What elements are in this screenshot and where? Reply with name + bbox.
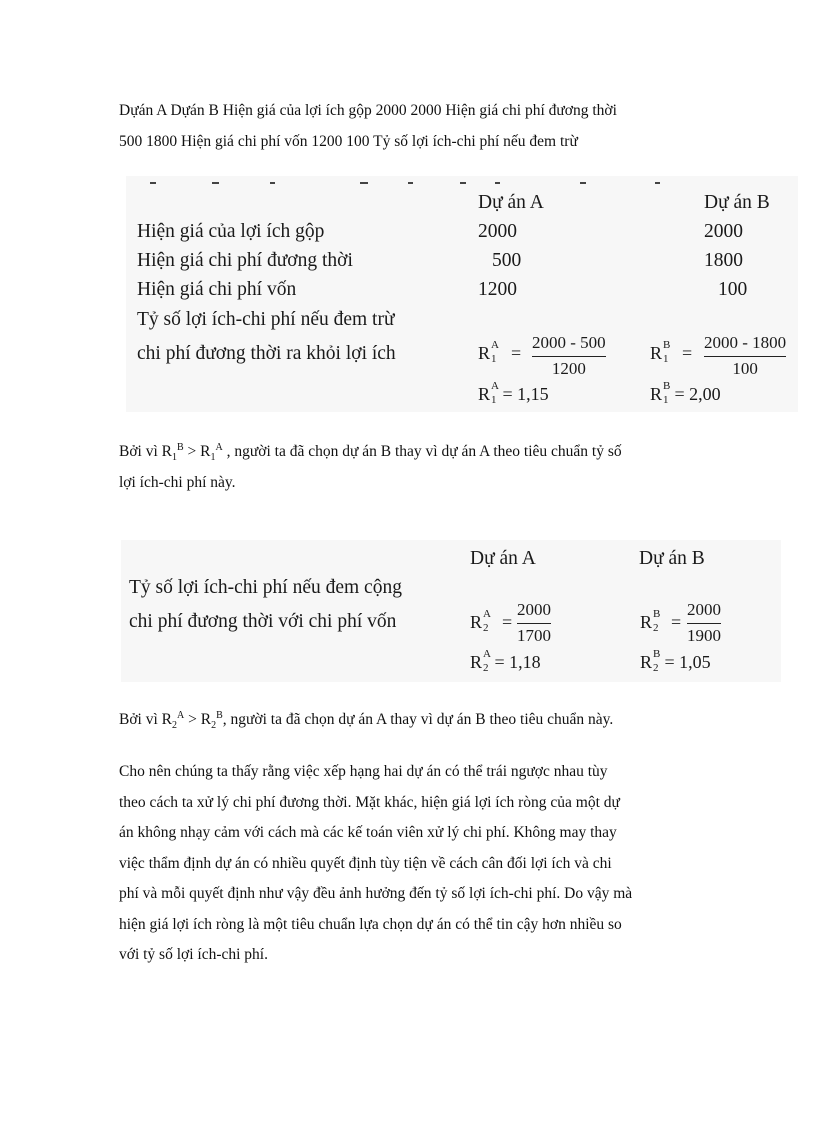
superscript: A	[177, 709, 185, 721]
r-letter: R	[650, 384, 663, 404]
text-tail: , người ta đã chọn dự án B thay vì dự án A theo tiêu chuẩn tỷ số	[222, 443, 622, 460]
row-value-b-gross-benefit: 2000	[704, 221, 743, 242]
text-tail: , người ta đã chọn dự án A thay vì dự án B theo tiêu chuẩn này.	[222, 711, 614, 728]
r-subscript: 1	[491, 353, 497, 365]
r-subscript: 1	[491, 394, 497, 406]
r-subscript: 2	[653, 622, 659, 634]
summary-line: hiện giá lợi ích ròng là một tiêu chuẩn lựa chọn dự án có thể tin cậy hơn nhiều so	[119, 915, 622, 933]
r1-b-symbol	[650, 339, 671, 365]
col-header-project-a: Dự án A	[478, 192, 544, 213]
superscript: A	[215, 441, 223, 453]
fraction-bar	[517, 623, 551, 624]
ratio-table-figure-2	[121, 540, 781, 682]
row-label-gross-benefit: Hiện giá của lợi ích gộp	[137, 221, 325, 242]
fraction-a	[517, 600, 551, 646]
fraction-bar	[687, 623, 721, 624]
r-superscript: A	[483, 648, 491, 660]
r-letter: R	[650, 343, 663, 363]
text-mid: > R	[183, 443, 211, 460]
conclusion-paragraph-2	[119, 705, 709, 736]
r-subscript: 2	[653, 662, 659, 674]
summary-line: phí và mỗi quyết định như vậy đều ảnh hưởng đến tỷ số lợi ích-chi phí. Do vậy mà	[119, 885, 633, 902]
col-header-project-a: Dự án A	[470, 548, 536, 569]
equals-sign: =	[511, 343, 522, 363]
r2-b-symbol	[640, 608, 661, 634]
r2-a-symbol	[470, 608, 491, 634]
conclusion-1-line-1	[119, 437, 709, 468]
summary-line: việc thẩm định dự án có nhiều quyết định tùy tiện về cách cân đối lợi ích và chi	[119, 854, 612, 872]
r-superscript: B	[663, 380, 671, 392]
r2-b-result	[640, 648, 711, 674]
row-label-capital-cost: Hiện giá chi phí vốn	[137, 279, 297, 300]
fraction-a-denominator: 1200	[551, 359, 586, 378]
r-subscript: 2	[483, 622, 489, 634]
col-header-project-b: Dự án B	[704, 192, 770, 213]
conclusion-1-line-2: lợi ích-chi phí này.	[119, 473, 236, 491]
r-letter: R	[470, 612, 483, 632]
summary-line: với tỷ số lợi ích-chi phí.	[119, 946, 268, 963]
row-value-b-capital-cost: 100	[718, 279, 748, 300]
ratio2-label-line-2: chi phí đương thời với chi phí vốn	[129, 611, 397, 632]
conclusion-paragraph-1	[119, 437, 709, 498]
col-header-project-b: Dự án B	[639, 548, 705, 569]
summary-line: Cho nên chúng ta thấy rằng việc xếp hạng hai dự án có thể trái ngược nhau tùy	[119, 763, 608, 780]
summary-paragraph	[119, 757, 709, 971]
text-lead: Bởi vì R	[119, 711, 172, 728]
superscript: B	[216, 709, 223, 721]
subscript: 1	[172, 452, 177, 464]
intro-line-2: 500 1800 Hiện giá chi phí vốn 1200 100 Tỷ số lợi ích-chi phí nếu đem trừ	[119, 132, 578, 150]
r-letter: R	[478, 384, 491, 404]
subscript: 2	[172, 720, 177, 732]
r-superscript: A	[491, 380, 499, 392]
intro-line-1: Dựán A Dựán B Hiện giá của lợi ích gộp 2000 2000 Hiện giá chi phí đương thời	[119, 102, 617, 119]
r-superscript: B	[653, 608, 661, 620]
result-b-value: = 2,00	[674, 384, 721, 404]
row-value-b-current-cost: 1800	[704, 250, 743, 271]
ratio-label-line-1: Tỷ số lợi ích-chi phí nếu đem trừ	[137, 309, 395, 330]
fraction-b	[687, 600, 721, 646]
r-letter: R	[478, 343, 491, 363]
equals-sign: =	[502, 612, 513, 632]
ratio2-label-line-1: Tỷ số lợi ích-chi phí nếu đem cộng	[129, 577, 402, 598]
r-superscript: B	[653, 648, 661, 660]
text-lead: Bởi vì R	[119, 443, 172, 460]
summary-line: theo cách ta xử lý chi phí đương thời. Mặt khác, hiện giá lợi ích ròng của một dự	[119, 793, 620, 811]
result-a-value: = 1,15	[502, 384, 549, 404]
r-superscript: A	[483, 608, 491, 620]
ratio-label-line-2: chi phí đương thời ra khỏi lợi ích	[137, 343, 396, 364]
fraction-bar	[532, 356, 606, 357]
subscript: 2	[211, 720, 217, 732]
fraction-a-numerator: 2000	[517, 600, 551, 619]
figure-top-artifacts	[150, 182, 660, 186]
fraction-b-denominator: 100	[732, 359, 758, 378]
fraction-a-denominator: 1700	[517, 626, 551, 645]
fraction-b	[704, 333, 786, 379]
row-value-a-capital-cost: 1200	[478, 279, 517, 300]
row-value-a-gross-benefit: 2000	[478, 221, 517, 242]
equals-sign: =	[671, 612, 682, 632]
fraction-bar	[704, 356, 786, 357]
fraction-a-numerator: 2000 - 500	[532, 333, 606, 352]
row-label-current-cost: Hiện giá chi phí đương thời	[137, 250, 353, 271]
superscript: B	[177, 441, 184, 453]
intro-paragraph	[119, 96, 709, 157]
subscript: 1	[210, 452, 216, 464]
r-subscript: 1	[663, 394, 669, 406]
r-letter: R	[640, 652, 653, 672]
row-value-a-current-cost: 500	[492, 250, 522, 271]
fraction-b-numerator: 2000	[687, 600, 721, 619]
r-letter: R	[470, 652, 483, 672]
conclusion-2-line-1	[119, 705, 709, 736]
r1-a-result	[478, 380, 549, 406]
r-superscript: B	[663, 339, 671, 351]
r-letter: R	[640, 612, 653, 632]
equals-sign: =	[682, 343, 693, 363]
r1-b-result	[650, 380, 721, 406]
r-subscript: 1	[663, 353, 669, 365]
r-subscript: 2	[483, 662, 489, 674]
fraction-a	[532, 333, 606, 379]
ratio-table-figure-1	[126, 176, 798, 412]
r2-a-result	[470, 648, 541, 674]
summary-line: án không nhạy cảm với cách mà các kế toán viên xử lý chi phí. Không may thay	[119, 824, 617, 841]
result-a-value: = 1,18	[494, 652, 541, 672]
result-b-value: = 1,05	[664, 652, 711, 672]
r1-a-symbol	[478, 339, 499, 365]
text-mid: > R	[184, 711, 212, 728]
fraction-b-numerator: 2000 - 1800	[704, 333, 787, 352]
r-superscript: A	[491, 339, 499, 351]
fraction-b-denominator: 1900	[687, 626, 721, 645]
